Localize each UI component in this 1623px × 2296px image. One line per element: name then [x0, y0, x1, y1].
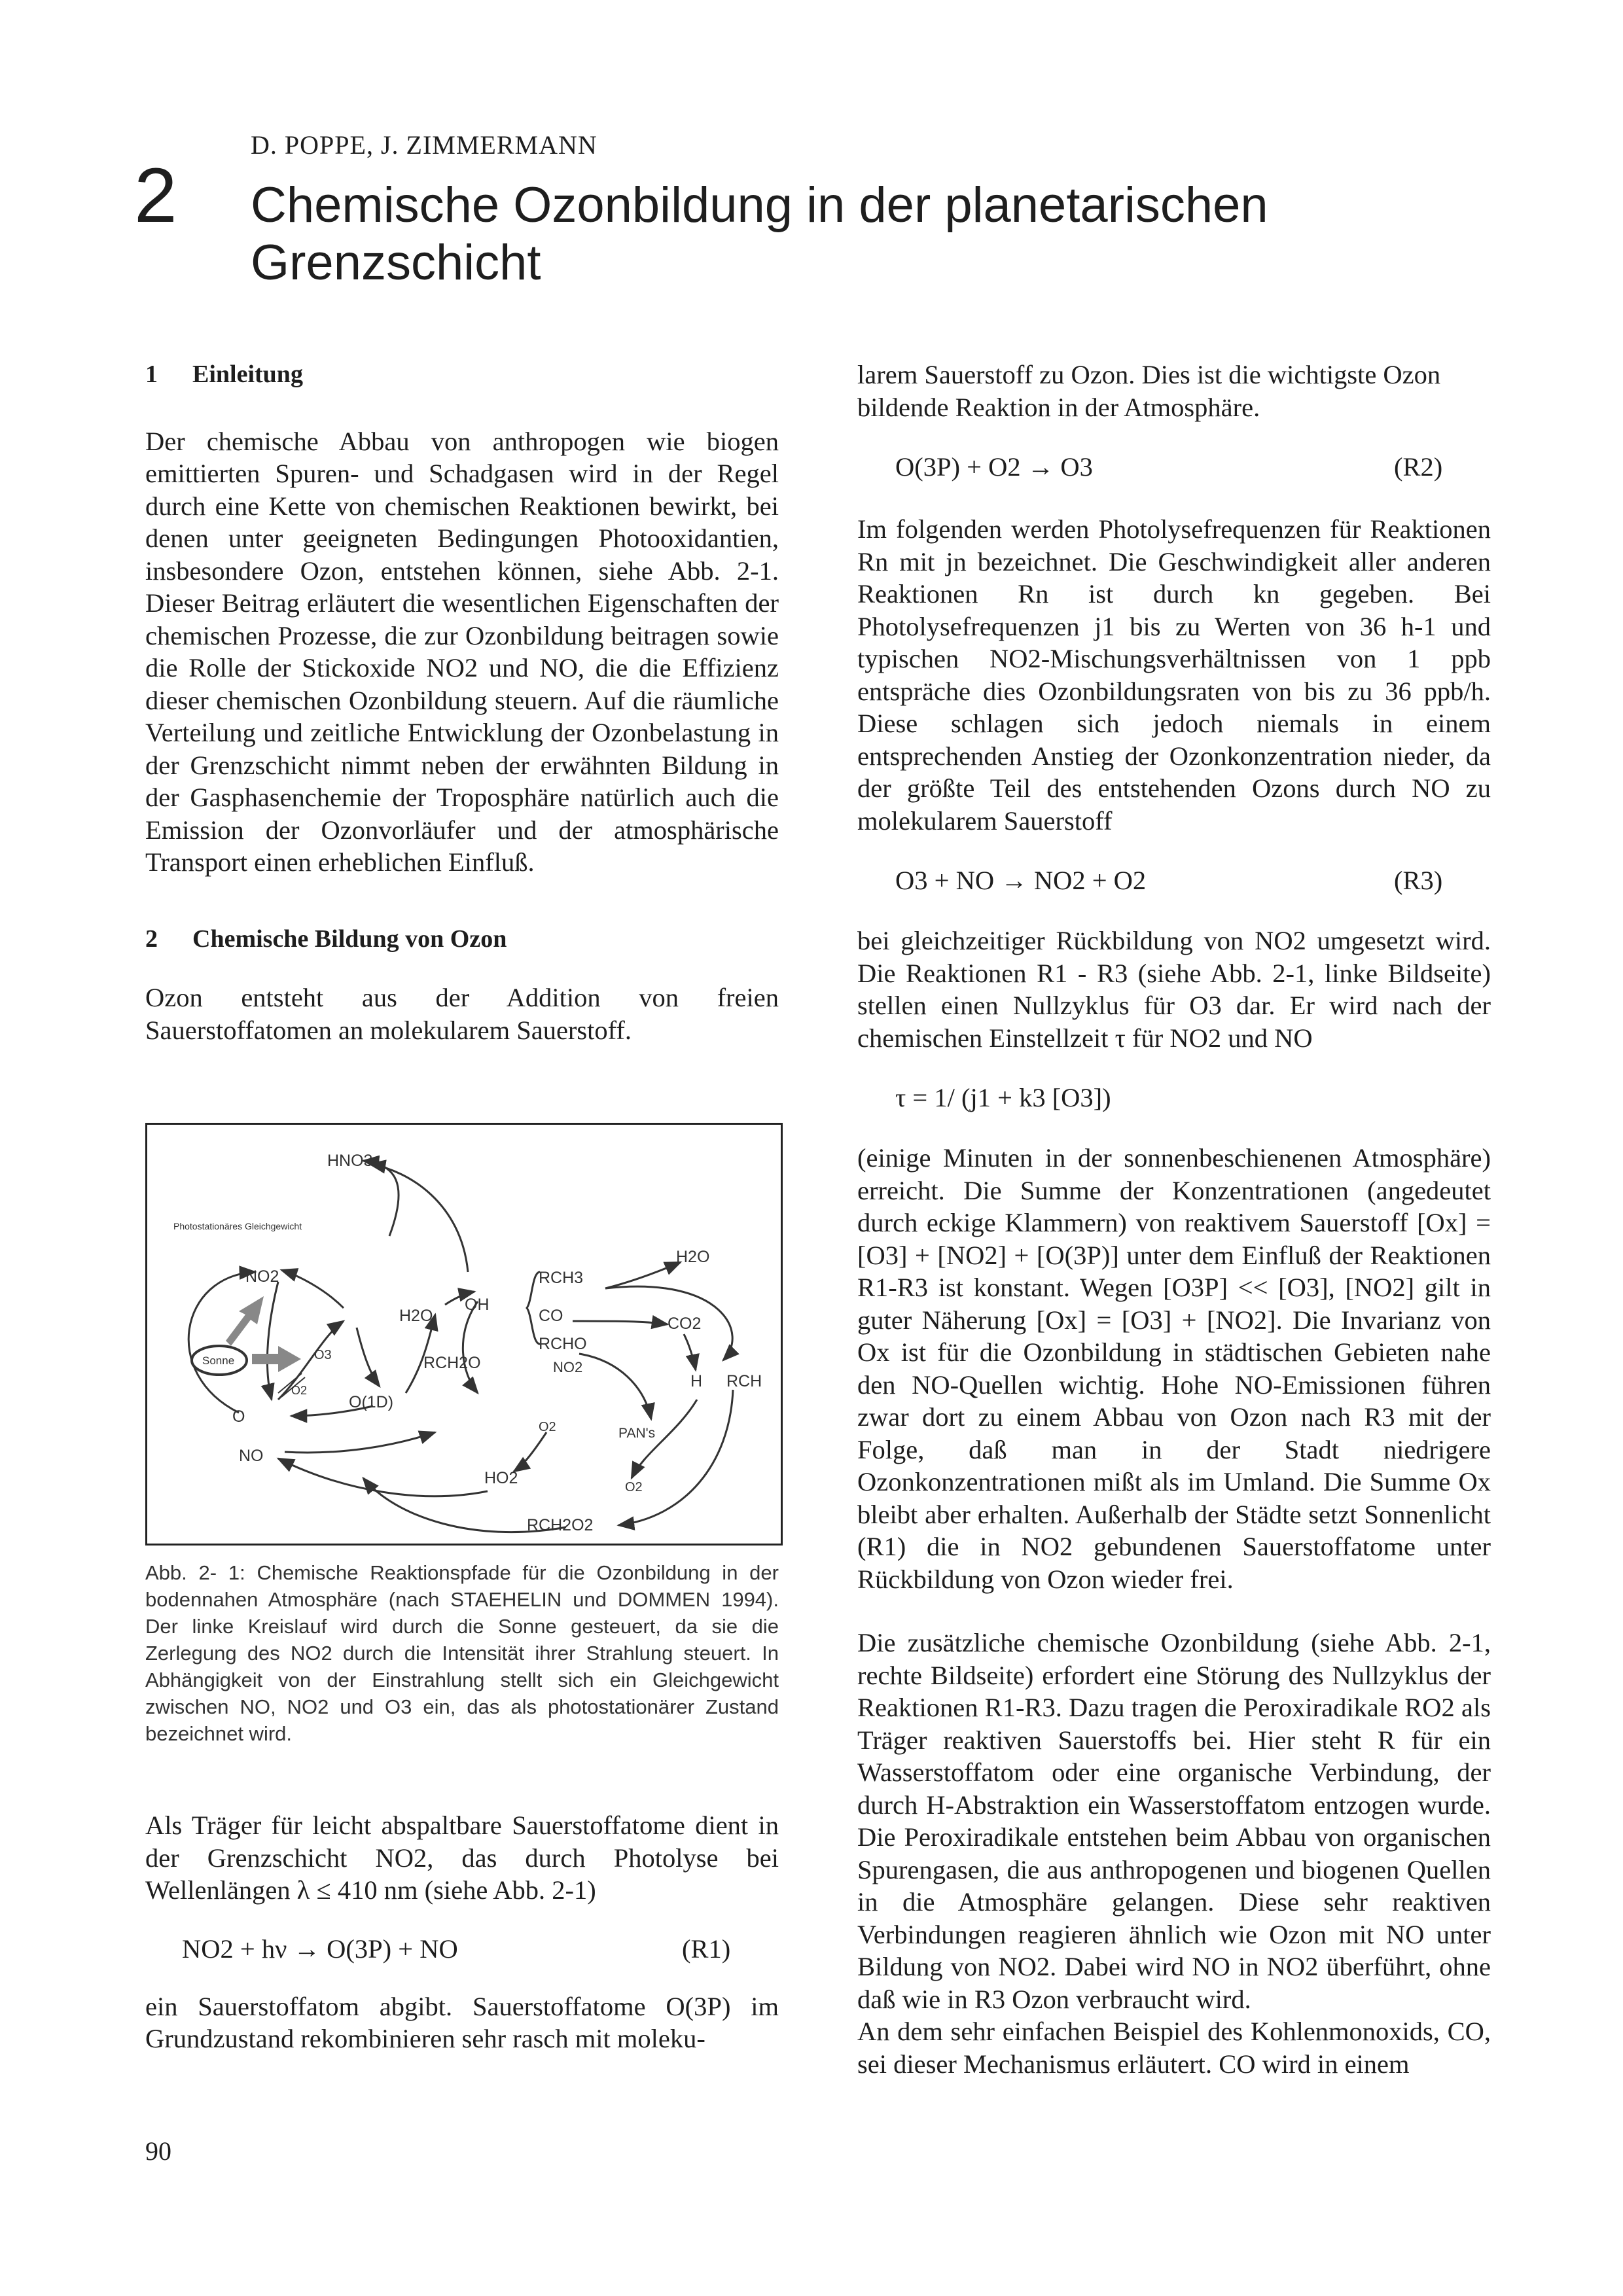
arrow-no-right: [285, 1432, 435, 1453]
arrow-oh-hno3: [370, 1164, 468, 1272]
section-title: Chemische Bildung von Ozon: [192, 925, 507, 953]
arrow-no2-hno3: [363, 1161, 399, 1236]
label-no: NO: [239, 1447, 264, 1465]
section-heading-1: [145, 359, 779, 391]
arrow-oh-loop: [463, 1301, 478, 1393]
label-co: CO: [539, 1307, 563, 1325]
bracket: [527, 1272, 540, 1344]
paragraph: Der chemische Abbau von anthropogen wie biogen emittierten Spuren- und Schadgasen wird in der Regel durch eine Kette von chemischen Reaktionen bewirkt, bei denen unter geeigneten Bedingungen Photooxidantien, insbesondere Ozon, entstehen können, siehe Abb. 2-1. Dieser Beitrag erläutert die wesentlichen Eigenschaften der chemischen Prozesse, die zur Ozonbildung beitragen sowie die Rolle der Stickoxide NO2 und NO, die die Effizienz dieser chemischen Ozonbildung steuern. Auf die räumliche Verteilung und zeitliche Entwicklung der Ozonbelastung in der Grenzschicht nimmt neben der erwähnten Bildung in der Gasphasenchemie der Troposphäre natürlich auch die Emission der Ozonvorläufer und der atmosphärische Transport einen erheblichen Einfluß.: [145, 426, 779, 877]
equation-formula: NO2 + hν → O(3P) + NO: [182, 1934, 458, 1964]
arrow-co-co2: [573, 1321, 668, 1324]
arrow-o3-no2: [281, 1270, 344, 1308]
equation-tau: [857, 1082, 1491, 1114]
label-o2b: O2: [539, 1420, 556, 1434]
paragraph: bei gleichzeitiger Rückbildung von NO2 umgesetzt wird. Die Reaktionen R1 - R3 (siehe Abb. 2-1, linke Bildseite) stellen einen Nullzyklus für O3 dar. Er wird nach der chemischen Einstellzeit τ für NO2 und NO: [857, 926, 1491, 1053]
figure-reaction-diagram: [145, 1123, 783, 1545]
chapter-number: 2: [134, 152, 177, 239]
paragraph: larem Sauerstoff zu Ozon. Dies ist die wichtigste Ozon bildende Reaktion in der Atmosphäre.: [857, 360, 1441, 422]
section-number: 2: [145, 925, 158, 953]
authors: D. POPPE, J. ZIMMERMANN: [251, 130, 597, 160]
label-no2: NO2: [245, 1267, 279, 1286]
label-rch: RCH: [726, 1372, 762, 1390]
paragraph: ein Sauerstoffatom abgibt. Sauerstoffatome O(3P) im Grundzustand rekombinieren sehr rasch mit moleku-: [145, 1991, 779, 2053]
label-o1d: O(1D): [349, 1393, 394, 1411]
left-column-top: [145, 359, 779, 1046]
arrow-no2-o: [267, 1282, 278, 1400]
arrow-ho2-no: [278, 1458, 488, 1496]
label-co2: CO2: [668, 1315, 702, 1333]
label-h: H: [690, 1372, 703, 1390]
equation-label: (R2): [1394, 452, 1443, 482]
equation-r1: [145, 1933, 779, 1966]
section-heading-2: [145, 923, 779, 956]
paragraph: An dem sehr einfachen Beispiel des Kohlenmonoxids, CO, sei dieser Mechanismus erläutert. CO wird in einem: [857, 2017, 1491, 2079]
sun-label: Sonne: [202, 1354, 235, 1367]
arrow-rch-down: [618, 1390, 733, 1525]
label-hno3: HNO3: [327, 1152, 373, 1170]
chapter-title-line: Grenzschicht: [251, 235, 541, 291]
equation-label: (R3): [1394, 866, 1443, 895]
arrow-o2-ho2: [514, 1432, 546, 1472]
paragraph: Im folgenden werden Photolysefrequenzen für Reaktionen Rn mit jn bezeichnet. Die Geschwindigkeit aller anderen Reaktionen Rn ist durch kn gegeben. Bei Photolysefrequenzen j1 bis zu Werten von 36 h-1 und typischen NO2-Mischungsverhältnissen von 1 ppb entspräche dies Ozonbildungsraten von bis zu 36 ppb/h. Diese schlagen sich jedoch niemals in einem entsprechenden Anstieg der Ozonkonzentration nieder, da der größte Teil des entstehenden Ozons durch NO zu molekularem Sauerstoff: [857, 514, 1491, 836]
label-rch2o: RCH2O: [423, 1354, 481, 1372]
label-pans: PAN's: [618, 1426, 656, 1441]
section-number: 1: [145, 361, 158, 388]
figure-caption: Abb. 2- 1: Chemische Reaktionspfade für die Ozonbildung in der bodennahen Atmosphäre (nach STAEHELIN und DOMMEN 1994). Der linke Kreislauf wird durch die Sonne gesteuert, da sie die Zerlegung des NO2 durch die Intensität ihrer Strahlung steuert. In Abhängigkeit von der Einstrahlung stellt sich ein Gleichgewicht zwischen NO, NO2 und O3 ein, das als photostationärer Zustand bezeichnet wird.: [145, 1561, 779, 1745]
chapter-title-line: Chemische Ozonbildung in der planetarischen: [251, 177, 1268, 233]
equation-r3: [857, 864, 1491, 897]
equation-formula: τ = 1/ (j1 + k3 [O3]): [895, 1083, 1111, 1112]
chapter-title: [251, 177, 1494, 292]
reaction-diagram: [147, 1125, 781, 1544]
label-rch3: RCH3: [539, 1269, 584, 1287]
arrow-co2-h: [684, 1334, 696, 1370]
sun-arrow-up: [226, 1296, 264, 1346]
section-title: Einleitung: [192, 361, 303, 388]
equation-formula: O3 + NO → NO2 + O2: [895, 866, 1147, 895]
label-h2o-right: H2O: [676, 1248, 710, 1266]
right-column: [857, 359, 1491, 2080]
left-column-bottom: [145, 1809, 779, 2055]
paragraph: (einige Minuten in der sonnenbeschienenen Atmosphäre) erreicht. Die Summe der Konzentrationen (angedeutet durch eckige Klammern) von reaktivem Sauerstoff [Ox] = [O3] + [NO2] + [O(3P)] unter dem Einfluß der Reaktionen R1-R3 ist konstant. Wegen [O3P] << [O3], [NO2] gilt in guter Näherung [Ox] = [O3] + [NO2]. Die Invarianz von Ox ist für die Ozonbildung in städtischen Gebieten nahe den NO-Quellen wichtig. Hohe NO-Emissionen führen zwar dort zu einem Abbau von Ozon nach R3 mit der Folge, daß man in der Stadt niedrigere Ozonkonzentrationen mißt als im Umland. Die Summe Ox bleibt aber erhalten. Außerhalb der Städte setzt Sonnenlicht (R1) die in NO2 gebundenen Sauerstoffatome unter Rückbildung von Ozon wieder frei.: [857, 1143, 1491, 1594]
equation-label: (R1): [682, 1934, 731, 1964]
label-o2: O2: [291, 1384, 308, 1397]
paragraph: Ozon entsteht aus der Addition von freien Sauerstoffatomen an molekularem Sauerstoff.: [145, 983, 779, 1045]
sun-arrow-right: [252, 1346, 301, 1372]
label-o: O: [232, 1407, 245, 1426]
arrow-rch3-h2o: [605, 1262, 681, 1288]
label-o2c: O2: [625, 1480, 643, 1494]
page-number: 90: [145, 2136, 171, 2166]
arrow-o3-o1d: [357, 1328, 380, 1386]
label-rch2o2: RCH2O2: [527, 1516, 594, 1534]
paragraph: Als Träger für leicht abspaltbare Sauerstoffatome dient in der Grenzschicht NO2, das durch Photolyse bei Wellenlängen λ ≤ 410 nm (siehe Abb. 2-1): [145, 1810, 779, 1905]
equation-r2: [857, 451, 1491, 484]
label-ho2: HO2: [484, 1469, 518, 1487]
label-rcho: RCHO: [539, 1335, 587, 1353]
label-oh: OH: [465, 1296, 490, 1314]
label-no2b: NO2: [553, 1359, 583, 1375]
arrow-left-cycle: [188, 1272, 255, 1413]
photostationary-label: Photostationäres Gleichgewicht: [173, 1221, 302, 1231]
label-h2o: H2O: [399, 1307, 433, 1325]
equation-formula: O(3P) + O2 → O3: [895, 452, 1093, 482]
label-o3: O3: [314, 1348, 332, 1362]
paragraph: Die zusätzliche chemische Ozonbildung (siehe Abb. 2-1, rechte Bildseite) erfordert eine Störung des Nullzyklus der Reaktionen R1-R3. Dazu tragen die Peroxiradikale RO2 als Träger reaktiven Sauerstoffs bei. Hier steht R für ein Wasserstoffatom oder eine organische Verbindung, der durch H-Abstraktion ein Wasserstoffatom entzogen wurde. Die Peroxiradikale entstehen beim Abbau von organischen Spurengasen, die aus anthropogenen und biogenen Quellen in die Atmosphäre gelangen. Diese sehr reaktiven Verbindungen reagieren ähnlich wie Ozon mit NO unter Bildung von NO2. Dabei wird NO in NO2 überführt, ohne daß wie in R3 Ozon verbraucht wird.: [857, 1628, 1491, 2014]
arrow-rcho-pans: [579, 1354, 651, 1419]
